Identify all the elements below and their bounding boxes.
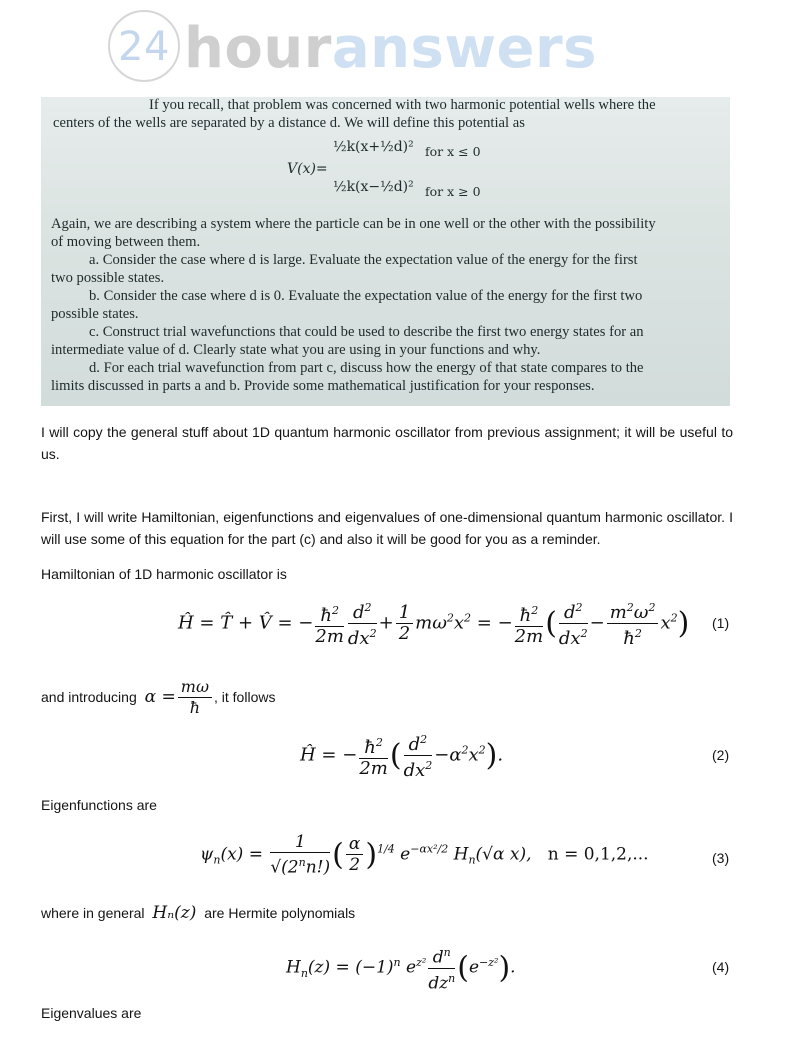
potential-piece-2-cond: for x ≥ 0	[425, 184, 481, 199]
alpha-post-text: , it follows	[214, 689, 276, 705]
paragraph-intro: I will copy the general stuff about 1D quantum harmonic oscillator from previous assignment; it will be useful to us.	[41, 424, 733, 462]
equation-4: $H_n(z) = (-1)^n$ $e^{z^2}$ $\frac{d^n}{dz^n}$ $(e^{-z^2})$.	[286, 943, 516, 993]
part-a-line-2: two possible states.	[51, 270, 165, 286]
alpha-symbol: α =	[144, 687, 176, 707]
problem-line-1: If you recall, that problem was concerned with two harmonic potential wells where the	[149, 97, 656, 113]
paragraph-alpha	[41, 677, 275, 718]
alpha-pre-text: and introducing	[41, 689, 137, 705]
problem-line-2: centers of the wells are separated by a distance d. We will define this potential as	[53, 115, 525, 131]
logo-word-answers: answers	[331, 16, 597, 81]
logo	[108, 10, 648, 88]
potential-piece-1: ½k(x+½d)²	[333, 139, 414, 155]
paragraph-eigenfunctions: Eigenfunctions are	[41, 797, 157, 813]
problem-photo	[41, 97, 730, 406]
paragraph-first: First, I will write Hamiltonian, eigenfunctions and eigenvalues of one-dimensional quantum harmonic oscillator. I will use some of this equation for the part (c) and also it will be good for you as a reminder.	[41, 509, 733, 547]
hermite-pre-text: where in general	[41, 905, 145, 921]
logo-word-hour: hour	[184, 16, 332, 81]
equation-3: $\psi_n(x)$ = $\frac{1}{√(2^nn!)}$ ( $\frac{\alpha}{2}$ )$^{1/4}$ $e^{-\alpha x^2/2}$ $H_n(√\alpha$ x), n = 0,1,2,...	[200, 832, 649, 878]
equation-2-number: (2)	[712, 747, 730, 763]
potential-lhs: V(x)=	[287, 161, 328, 177]
potential-piece-1-cond: for x ≤ 0	[425, 144, 481, 159]
part-c-line-1: c. Construct trial wavefunctions that could be used to describe the first two energy states for an	[89, 324, 644, 340]
part-d-line-1: d. For each trial wavefunction from part c, discuss how the energy of that state compares to the	[89, 360, 644, 376]
part-b-line-1: b. Consider the case where d is 0. Evaluate the expectation value of the energy for the first two	[89, 288, 643, 304]
logo-number: 24	[108, 10, 180, 82]
hermite-symbol: Hₙ(z)	[152, 903, 197, 923]
equation-1-number: (1)	[712, 615, 730, 631]
equation-3-number: (3)	[712, 850, 730, 866]
alpha-definition: α = $\frac{m\omega}{ħ}$	[145, 687, 214, 707]
hermite-post-text: are Hermite polynomials	[204, 905, 356, 921]
part-a-line-1: a. Consider the case where d is large. Evaluate the expectation value of the energy for the first	[89, 252, 638, 268]
paragraph-hermite	[41, 902, 355, 924]
problem-line-4: of moving between them.	[51, 234, 201, 250]
paragraph-eigenvalues: Eigenvalues are	[41, 1005, 142, 1021]
paragraph-hamiltonian: Hamiltonian of 1D harmonic oscillator is	[41, 566, 287, 582]
problem-line-3: Again, we are describing a system where the particle can be in one well or the other with the possibility	[51, 216, 656, 232]
equation-1: Ĥ = T̂ + V̂ = − $\frac{ħ^2}{2m}$ $\frac{d^2}{dx^2}$ + $\frac{1}{2}$ $m\omega^2x^2$ = − $\frac{ħ^2}{2m}$ ( $\frac{d^2}{dx^2}$ − $\frac{m^2\omega^2}{ħ^2}$ $x^2$)	[178, 598, 689, 649]
equation-2: Ĥ = − $\frac{ħ^2}{2m}$ ( $\frac{d^2}{dx^2}$ $-\alpha^2x^2$).	[300, 730, 503, 781]
equation-3-range: n = 0,1,2,...	[547, 844, 649, 865]
equation-4-number: (4)	[712, 959, 730, 975]
part-b-line-2: possible states.	[51, 306, 139, 322]
part-d-line-2: limits discussed in parts a and b. Provide some mathematical justification for your responses.	[51, 378, 595, 394]
part-c-line-2: intermediate value of d. Clearly state what you are using in your functions and why.	[51, 342, 541, 358]
potential-piece-2: ½k(x−½d)²	[333, 179, 414, 195]
